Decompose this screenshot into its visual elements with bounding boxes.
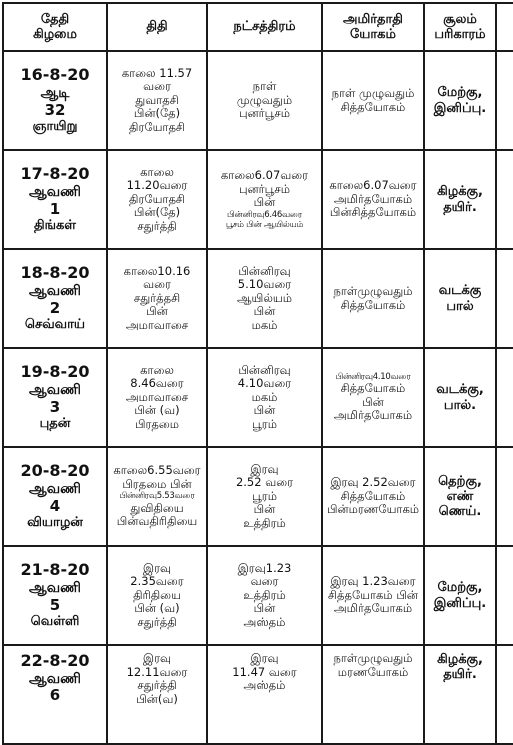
weekday-text: வியாழன்: [27, 515, 83, 531]
extra-column-cell: [496, 447, 513, 546]
yoga-line: மரணயோகம்: [337, 664, 409, 679]
yoga-line: நாள் முழுவதும்: [331, 85, 415, 100]
header-extra-column: [496, 3, 513, 51]
tithi-line: பின்னிரவு5.53வரை: [119, 491, 195, 502]
yoga-line: சித்தயோகம்: [340, 297, 406, 312]
table-row: [3, 51, 513, 150]
yoga-line: அமிர்தயோகம்: [333, 601, 413, 616]
tamil-day-number: 1: [49, 199, 61, 218]
star-line: பூரம்: [252, 416, 277, 431]
yoga-line: சித்தயோகம்: [340, 381, 406, 396]
star-line: 5.10வரை: [237, 277, 292, 292]
soolam-line: தயிர்.: [443, 199, 477, 215]
header-yoga-line: யோகம்: [350, 27, 396, 42]
tithi-cell: [107, 51, 207, 150]
star-line: பின்: [253, 403, 276, 418]
star-line: பூரம்: [252, 488, 277, 503]
table-row: [3, 249, 513, 348]
tithi-line: திரிதியை: [133, 587, 181, 602]
soolam-cell: [424, 645, 496, 744]
month-text: ஆவணி: [29, 382, 81, 399]
month-text: ஆவணி: [29, 184, 81, 201]
star-line: பின்னிரவு: [238, 362, 291, 377]
star-line: அஸ்தம்: [243, 678, 286, 693]
tamil-day-number: 5: [49, 595, 61, 614]
tithi-line: பின்(தே): [133, 106, 181, 121]
star-line: இரவு: [250, 651, 279, 665]
soolam-line: இனிப்பு.: [433, 100, 487, 116]
star-line: 4.10வரை: [237, 376, 292, 391]
date-text: 20-8-20: [20, 461, 90, 481]
date-text: 18-8-20: [20, 263, 90, 283]
yoga-cell: [322, 51, 424, 150]
soolam-cell: [424, 546, 496, 645]
date-cell: [3, 150, 107, 249]
star-cell: [207, 546, 322, 645]
yoga-line: பின்: [362, 394, 384, 409]
extra-column-cell: [496, 348, 513, 447]
tamil-day-number: 6: [49, 686, 61, 705]
date-cell: [3, 447, 107, 546]
tithi-line: காலை10.16: [123, 263, 191, 278]
tithi-line: பிரதமை பின்: [122, 476, 192, 491]
tithi-line: வரை: [143, 79, 171, 94]
soolam-line: மேற்கு,: [437, 580, 483, 596]
star-line: உத்திரம்: [243, 515, 286, 530]
soolam-line: வடக்கு,: [436, 382, 484, 398]
soolam-line: கிழக்கு,: [437, 652, 483, 667]
tithi-line: வரை: [143, 277, 171, 292]
star-line: வரை: [250, 574, 279, 589]
weekday-text: புதன்: [39, 416, 71, 432]
star-line: ஆயில்யம்: [236, 290, 292, 305]
header-star: [207, 3, 322, 51]
tithi-line: சதுர்த்தி: [137, 614, 177, 629]
tithi-line: துவிதியை: [130, 500, 184, 515]
tithi-line: திரயோதசி: [129, 191, 185, 206]
soolam-line: இனிப்பு.: [433, 595, 487, 611]
table-row: [3, 348, 513, 447]
star-line: அஸ்தம்: [243, 614, 286, 629]
star-line: இரவு: [250, 461, 279, 476]
star-line: 11.47 வரை: [232, 664, 297, 679]
star-line: பின்: [253, 195, 276, 210]
tithi-cell: [107, 546, 207, 645]
extra-column-cell: [496, 249, 513, 348]
soolam-cell: [424, 150, 496, 249]
yoga-line: சித்தயோகம் பின்: [328, 587, 418, 602]
header-soolam-line: பரிகாரம்: [434, 27, 486, 42]
tithi-cell: [107, 447, 207, 546]
month-text: ஆவணி: [29, 481, 81, 498]
date-text: 22-8-20: [20, 651, 90, 670]
header-tithi: [107, 3, 207, 51]
yoga-cell: [322, 150, 424, 249]
yoga-line: பின்னிரவு4.10வரை: [335, 372, 411, 383]
date-cell: [3, 645, 107, 744]
extra-column-cell: [496, 546, 513, 645]
tithi-line: 8.46வரை: [130, 376, 184, 391]
yoga-line: சித்தயோகம்: [340, 99, 406, 114]
star-cell: [207, 150, 322, 249]
soolam-line: ணெய்.: [438, 504, 482, 520]
tamil-day-number: 4: [49, 496, 61, 515]
star-line: முழுவதும்: [236, 92, 293, 107]
star-line: 2.52 வரை: [235, 475, 294, 490]
weekday-text: வெள்ளி: [30, 614, 80, 630]
date-cell: [3, 249, 107, 348]
soolam-line: தயிர்.: [443, 667, 477, 683]
star-line: புனர்பூசம்: [238, 181, 291, 196]
header-star-line: நட்சத்திரம்: [233, 19, 296, 35]
star-line: மகம்: [251, 389, 278, 404]
date-cell: [3, 348, 107, 447]
yoga-line: நாள்முழுவதும்: [333, 651, 413, 665]
yoga-line: இரவு 1.23வரை: [330, 574, 416, 589]
soolam-line: வடக்கு: [438, 283, 482, 299]
star-cell: [207, 348, 322, 447]
soolam-cell: [424, 249, 496, 348]
extra-column-cell: [496, 645, 513, 744]
tithi-line: 12.11வரை: [126, 664, 188, 679]
yoga-cell: [322, 348, 424, 447]
star-cell: [207, 249, 322, 348]
star-line: உத்திரம்: [243, 587, 286, 602]
soolam-cell: [424, 348, 496, 447]
yoga-line: நாள்முழுவதும்: [333, 283, 413, 298]
tithi-line: அமாவாசை: [125, 389, 189, 404]
yoga-line: காலை6.07வரை: [329, 178, 417, 193]
soolam-cell: [424, 447, 496, 546]
header-yoga-line: அமிர்தாதி: [343, 11, 403, 27]
star-line: பின்: [253, 304, 276, 319]
date-cell: [3, 51, 107, 150]
yoga-cell: [322, 249, 424, 348]
table-body: [3, 51, 513, 744]
tithi-cell: [107, 249, 207, 348]
star-cell: [207, 51, 322, 150]
tithi-line: காலை 11.57: [121, 65, 193, 80]
star-line: மகம்: [251, 317, 278, 332]
table-row: [3, 447, 513, 546]
star-line: புனர்பூசம்: [238, 106, 291, 121]
star-line: பின்: [253, 502, 276, 517]
header-date-line: தேதி: [40, 11, 70, 27]
tithi-cell: [107, 150, 207, 249]
tithi-line: சதுர்த்தி: [137, 218, 177, 233]
header-yoga: [322, 3, 424, 51]
tithi-line: பின் (வ): [134, 601, 180, 616]
extra-column-cell: [496, 51, 513, 150]
header-soolam: [424, 3, 496, 51]
date-text: 21-8-20: [20, 560, 90, 580]
tithi-line: துவாதசி: [135, 92, 179, 107]
weekday-text: ஞாயிறு: [32, 119, 78, 135]
tithi-line: பின்வதிரிதியை: [116, 514, 198, 529]
tithi-line: 2.35வரை: [130, 574, 184, 589]
star-line: பூசம் பின் ஆயில்யம்: [225, 219, 304, 230]
table-row: [3, 546, 513, 645]
star-line: இரவு1.23: [237, 560, 292, 575]
soolam-cell: [424, 51, 496, 150]
yoga-cell: [322, 546, 424, 645]
yoga-cell: [322, 447, 424, 546]
yoga-line: அமிர்தயோகம்: [333, 408, 413, 423]
tithi-line: இரவு: [142, 560, 172, 575]
panchangam-table: [2, 2, 513, 745]
header-row: [3, 3, 513, 51]
month-text: ஆவணி: [29, 670, 81, 687]
star-line: காலை6.07வரை: [220, 168, 309, 183]
star-cell: [207, 645, 322, 744]
table-row: [3, 645, 513, 744]
tamil-day-number: 3: [49, 397, 61, 416]
month-text: ஆவணி: [29, 283, 81, 300]
tithi-line: திரயோதசி: [129, 119, 185, 134]
soolam-line: கிழக்கு,: [437, 184, 483, 200]
weekday-text: திங்கள்: [33, 218, 77, 234]
star-line: நாள்: [252, 79, 277, 94]
header-soolam-line: சூலம்: [443, 11, 477, 27]
date-text: 19-8-20: [20, 362, 90, 382]
tithi-line: சதுர்த்தசி: [133, 290, 181, 305]
tithi-cell: [107, 645, 207, 744]
tithi-line: பின்(தே): [133, 205, 181, 220]
tithi-cell: [107, 348, 207, 447]
table-row: [3, 150, 513, 249]
yoga-line: இரவு 2.52வரை: [330, 475, 416, 490]
weekday-text: செவ்வாய்: [24, 317, 86, 333]
tithi-line: காலை: [140, 164, 174, 179]
soolam-line: மேற்கு,: [437, 85, 483, 101]
tamil-day-number: 2: [49, 298, 61, 317]
tithi-line: பின்(வ): [136, 691, 178, 706]
yoga-line: சித்தயோகம்: [340, 488, 406, 503]
tithi-line: அமாவாசை: [125, 317, 189, 332]
header-date-line: கிழமை: [33, 27, 77, 42]
soolam-line: பால்.: [443, 397, 477, 413]
tithi-line: காலை: [140, 362, 174, 377]
tithi-line: காலை6.55வரை: [113, 463, 201, 478]
soolam-line: எண்: [446, 488, 474, 504]
yoga-line: பின்மரணயோகம்: [326, 502, 420, 517]
star-line: பின்னிரவு6.46வரை: [227, 209, 302, 220]
tithi-line: பிரதமை: [134, 416, 180, 431]
tithi-line: இரவு: [142, 651, 172, 665]
star-cell: [207, 447, 322, 546]
star-line: பின்னிரவு: [238, 263, 291, 278]
tithi-line: பின்: [146, 304, 168, 319]
date-text: 16-8-20: [20, 65, 90, 85]
soolam-line: தெற்கு,: [438, 473, 482, 489]
date-cell: [3, 546, 107, 645]
month-text: ஆவணி: [29, 580, 81, 597]
star-line: பின்: [253, 601, 276, 616]
date-text: 17-8-20: [20, 164, 90, 184]
tithi-line: பின் (வ): [134, 403, 180, 418]
header-date: [3, 3, 107, 51]
header-tithi-line: திதி: [146, 19, 168, 35]
extra-column-cell: [496, 150, 513, 249]
tithi-line: சதுர்த்தி: [137, 678, 177, 693]
yoga-line: அமிர்தயோகம்: [333, 191, 413, 206]
soolam-line: பால்: [446, 298, 474, 314]
month-text: ஆடி: [40, 85, 70, 102]
tithi-line: 11.20வரை: [126, 178, 188, 193]
yoga-cell: [322, 645, 424, 744]
yoga-line: பின்சித்தயோகம்: [329, 205, 417, 220]
tamil-day-number: 32: [44, 100, 66, 119]
